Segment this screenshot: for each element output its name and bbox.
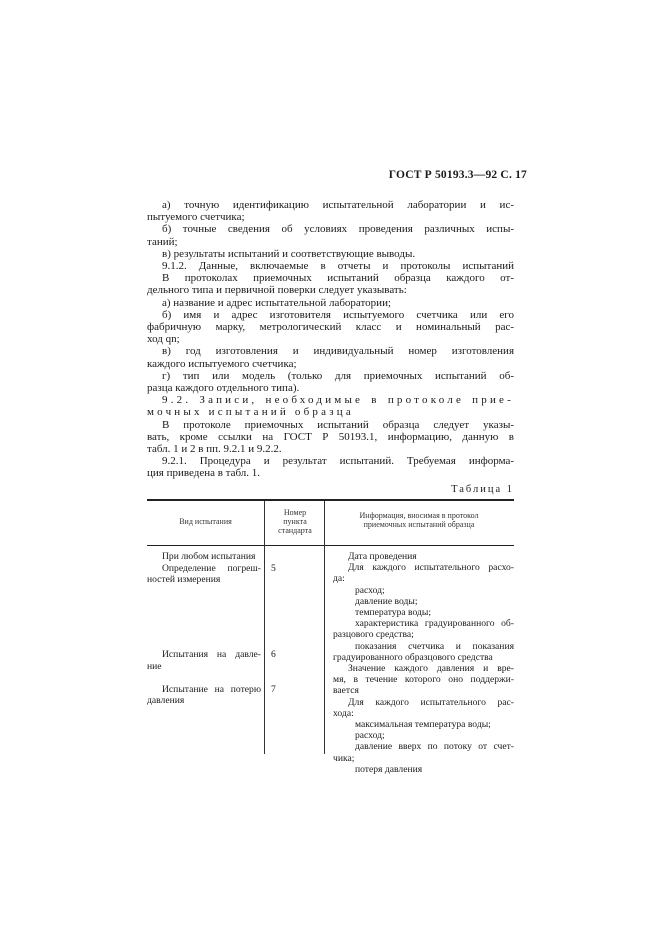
column-divider xyxy=(324,501,325,754)
section-heading-9-2: 9.2. Записи, необходимые в протоколе прие- xyxy=(162,394,514,407)
info-line: Для каждого испытательного расхо- xyxy=(348,562,514,574)
row-test-type: Испытания на давле- xyxy=(162,649,261,660)
info-column xyxy=(333,551,514,775)
info-line: вается xyxy=(333,685,359,697)
row-clause-number: 6 xyxy=(271,649,276,660)
text-line: а) точную идентификацию испытательной лаборатории и ис- xyxy=(162,199,514,211)
text-line: разца каждого отдельного типа). xyxy=(147,382,300,395)
info-line: да: xyxy=(333,573,345,585)
info-line: расход; xyxy=(355,584,385,596)
row-test-type: При любом испытания xyxy=(162,551,256,562)
text-line: таний; xyxy=(147,235,178,248)
info-line: градуированного образцового средства xyxy=(333,651,493,663)
text-line: В протоколах приемочных испытаний образца каждого от- xyxy=(162,272,514,285)
info-line: Дата проведения xyxy=(348,551,417,562)
row-test-type: давления xyxy=(147,695,185,706)
text-line: каждого испытуемого счетчика; xyxy=(147,357,297,370)
info-line: мя, в течение которого оно поддержи- xyxy=(333,674,514,686)
text-line: в) год изготовления и индивидуальный номер изготовления xyxy=(162,345,514,358)
info-line: разцового средства; xyxy=(333,629,414,641)
row-test-type: Испытание на потерю xyxy=(162,683,261,695)
text-line: б) точные сведения об условиях проведения различных испы- xyxy=(162,223,514,236)
info-line: давление воды; xyxy=(355,595,418,607)
table-top-rule xyxy=(147,499,514,501)
text-line: фабричную марку, метрологический класс и номинальный рас- xyxy=(147,321,514,334)
info-line: температура воды; xyxy=(355,607,432,619)
header-info: Информация, вносимая в протокол приемочных испытаний образца xyxy=(359,511,479,529)
section-heading-9-2: мочных испытаний образца xyxy=(147,406,354,419)
table-caption: Таблица 1 xyxy=(451,484,514,495)
page-header: ГОСТ Р 50193.3—92 С. 17 xyxy=(388,169,527,181)
table-header-rule xyxy=(147,545,514,546)
info-line: хода: xyxy=(333,707,354,719)
text-line: ция приведена в табл. 1. xyxy=(147,467,261,480)
text-line: б) имя и адрес изготовителя испытуемого счетчика или его xyxy=(162,308,514,321)
info-line: давление вверх по потоку от счет- xyxy=(355,741,514,753)
info-line: Для каждого испытательного рас- xyxy=(348,696,514,708)
text-line: а) название и адрес испытательной лаборатории; xyxy=(162,296,392,309)
header-test-type: Вид испытания xyxy=(179,517,232,526)
info-line: потеря давления xyxy=(355,763,423,775)
text-line: пытуемого счетчика; xyxy=(147,211,245,224)
row-test-type: ностей измерения xyxy=(147,574,221,585)
info-line: показания счетчика и показания xyxy=(355,640,514,652)
text-line: В протоколе приемочных испытаний образца следует указы- xyxy=(162,418,514,431)
row-test-type: ние xyxy=(147,660,162,672)
info-line: характеристика градуированного об- xyxy=(355,618,514,630)
info-line: расход; xyxy=(355,730,385,742)
row-clause-number: 5 xyxy=(271,562,276,574)
section-heading-9-1-2: 9.1.2. Данные, включаемые в отчеты и протоколы испытаний xyxy=(162,260,514,273)
text-line: ход qn; xyxy=(147,333,180,346)
text-line: дельного типа и первичной поверки следует указывать: xyxy=(147,284,407,297)
text-line: 9.2.1. Процедура и результат испытаний. Требуемая информа- xyxy=(162,455,514,468)
text-line: г) тип или модель (только для приемочных испытаний об- xyxy=(162,369,514,382)
header-clause-number: Номер пункта стандарта xyxy=(278,508,312,535)
body-text xyxy=(147,199,514,480)
table-1 xyxy=(147,499,514,775)
info-line: Значение каждого давления и вре- xyxy=(348,663,514,675)
row-test-type: Определение погреш- xyxy=(162,562,261,574)
column-divider xyxy=(264,501,265,754)
text-line: табл. 1 и 2 в пп. 9.2.1 и 9.2.2. xyxy=(147,443,282,456)
info-line: чика; xyxy=(333,752,355,764)
text-line: вать, кроме ссылки на ГОСТ Р 50193.1, информацию, данную в xyxy=(147,430,514,443)
text-line: в) результаты испытаний и соответствующие выводы. xyxy=(162,247,416,260)
row-clause-number: 7 xyxy=(271,683,276,695)
info-line: максимальная температура воды; xyxy=(355,719,491,731)
